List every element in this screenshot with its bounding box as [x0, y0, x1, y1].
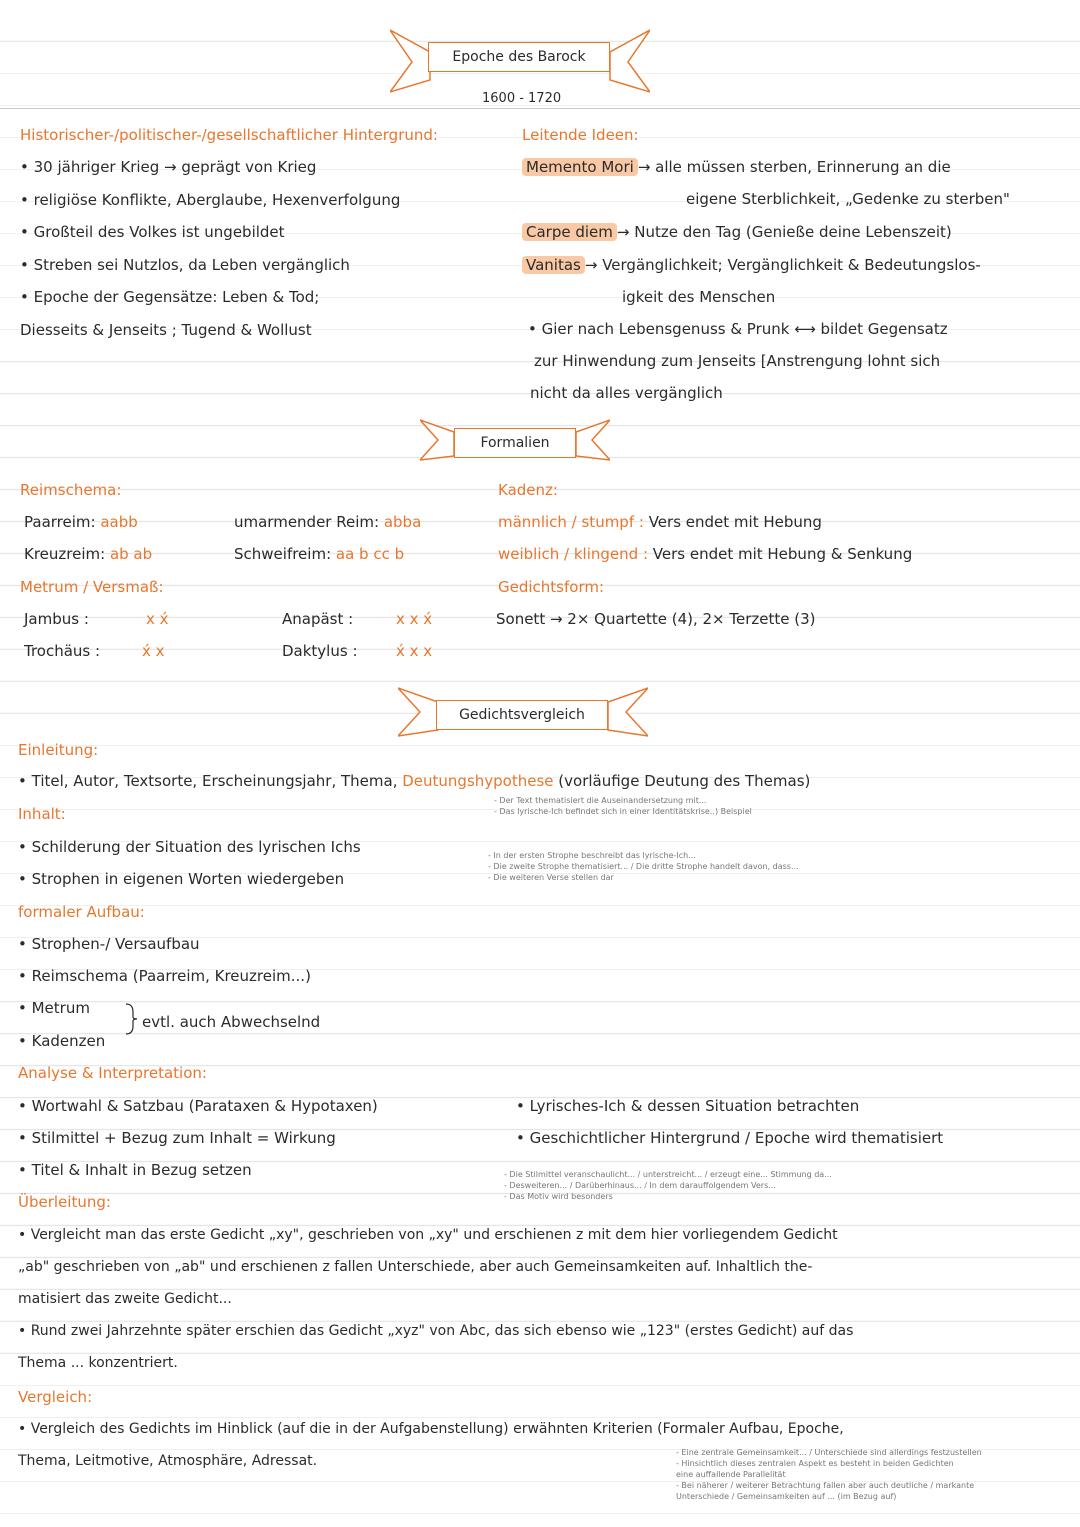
title-banner: [390, 22, 650, 96]
gier-text: • Gier nach Lebensgenuss & Prunk ⟷ bildet Gegensatz: [528, 320, 948, 338]
daktylus: Daktylus :: [282, 642, 358, 660]
vanitas-text: → Vergänglichkeit; Vergänglichkeit & Bedeutungslos-: [584, 256, 981, 274]
ueberleitung-text: „ab" geschrieben von „ab" und erschienen z fallen Unterschiede, aber auch Gemeinsamkeiten auf. Inhaltlich the-: [18, 1259, 813, 1275]
vanitas-label: Vanitas: [522, 256, 585, 274]
memento-text-2: eigene Sterblichkeit, „Gedenke zu sterben": [686, 190, 1010, 208]
analyse-item: • Titel & Inhalt in Bezug setzen: [18, 1161, 252, 1179]
jambus: Jambus :: [24, 610, 89, 628]
vergleich-title: Gedichtsvergleich: [436, 700, 608, 730]
note: eine auffallende Parallelität: [676, 1470, 786, 1479]
formalien-title: Formalien: [454, 428, 576, 458]
kadenz-maennlich: männlich / stumpf : Vers endet mit Hebung: [498, 513, 822, 531]
einleitung-heading: Einleitung:: [18, 741, 99, 759]
inhalt-item: • Schilderung der Situation des lyrischen Ichs: [18, 838, 361, 856]
aufbau-heading: formaler Aufbau:: [18, 903, 145, 921]
historie-item: • Großteil des Volkes ist ungebildet: [20, 223, 285, 241]
analyse-item: • Stilmittel + Bezug zum Inhalt = Wirkung: [18, 1129, 336, 1147]
note: - Die Stilmittel veranschaulicht... / unterstreicht... / erzeugt eine... Stimmung da...: [504, 1170, 832, 1179]
aufbau-item: • Strophen-/ Versaufbau: [18, 935, 200, 953]
reimschema-heading: Reimschema:: [20, 481, 122, 499]
kreuzreim: Kreuzreim: ab ab: [24, 545, 153, 563]
historie-item: Diesseits & Jenseits ; Tugend & Wollust: [20, 321, 312, 339]
vanitas-text-2: igkeit des Menschen: [622, 288, 776, 306]
anapaest: Anapäst :: [282, 610, 354, 628]
kadenz-heading: Kadenz:: [498, 481, 558, 499]
ideen-heading: Leitende Ideen:: [522, 126, 639, 144]
analyse-item: • Wortwahl & Satzbau (Parataxen & Hypotaxen): [18, 1097, 378, 1115]
vanitas-row: [522, 256, 981, 274]
vergleich-text: • Vergleich des Gedichts im Hinblick (auf die in der Aufgabenstellung) erwähnten Kriterien (Formaler Aufbau, Epoche,: [18, 1421, 844, 1437]
note: - Das Motiv wird besonders: [504, 1192, 613, 1201]
gier-text: nicht da alles vergänglich: [530, 384, 723, 402]
trochaeus: Trochäus :: [24, 642, 101, 660]
inhalt-item: • Strophen in eigenen Worten wiedergeben: [18, 870, 345, 888]
historie-item: • Streben sei Nutzlos, da Leben vergänglich: [20, 256, 350, 274]
ueberleitung-text: Thema ... konzentriert.: [18, 1355, 178, 1371]
carpe-text: → Nutze den Tag (Genieße deine Lebenszeit): [616, 223, 952, 241]
vergleich-banner: [398, 684, 648, 740]
note: - Die zweite Strophe thematisiert... / Die dritte Strophe handelt davon, dass...: [488, 862, 799, 871]
analyse-heading: Analyse & Interpretation:: [18, 1064, 207, 1082]
note: - In der ersten Strophe beschreibt das lyrische-Ich...: [488, 851, 696, 860]
ueberleitung-text: • Rund zwei Jahrzehnte später erschien das Gedicht „xyz" von Abc, das sich ebenso wie „123" (erstes Gedicht) auf das: [18, 1323, 854, 1339]
note: - Das lyrische-Ich befindet sich in einer Identitätskrise..) Beispiel: [494, 807, 752, 816]
inhalt-heading: Inhalt:: [18, 805, 66, 823]
historie-heading: Historischer-/politischer-/gesellschaftlicher Hintergrund:: [20, 126, 438, 144]
note: - Desweiteren... / Darüberhinaus... / In dem darauffolgendem Vers...: [504, 1181, 776, 1190]
note: - Der Text thematisiert die Auseinandersetzung mit...: [494, 796, 707, 805]
divider: [0, 108, 1080, 109]
trochaeus-value: x́ x: [142, 642, 165, 660]
schweifreim: Schweifreim: aa b cc b: [234, 545, 405, 563]
aufbau-item: • Kadenzen: [18, 1032, 106, 1050]
gier-text: zur Hinwendung zum Jenseits [Anstrengung lohnt sich: [534, 352, 941, 370]
daktylus-value: x́ x x: [396, 642, 433, 660]
historie-item: • 30 jähriger Krieg → geprägt von Krieg: [20, 158, 317, 176]
memento-label: Memento Mori: [522, 158, 638, 176]
vergleich-heading: Vergleich:: [18, 1388, 93, 1406]
umarmender-reim: umarmender Reim: abba: [234, 513, 422, 531]
memento-row: [522, 158, 951, 176]
aufbau-item: • Reimschema (Paarreim, Kreuzreim...): [18, 967, 311, 985]
paarreim: Paarreim: aabb: [24, 513, 138, 531]
historie-item: • religiöse Konflikte, Aberglaube, Hexenverfolgung: [20, 191, 401, 209]
sonett: Sonett → 2× Quartette (4), 2× Terzette (3): [496, 610, 816, 628]
ueberleitung-text: • Vergleicht man das erste Gedicht „xy", geschrieben von „xy" und erschienen z mit dem hier vorliegendem Gedicht: [18, 1227, 838, 1243]
aufbau-brace-note: evtl. auch Abwechselnd: [142, 1013, 321, 1031]
page-title: Epoche des Barock: [428, 42, 610, 72]
anapaest-value: x x x́: [396, 610, 433, 628]
analyse-item: • Geschichtlicher Hintergrund / Epoche wird thematisiert: [516, 1129, 944, 1147]
carpe-label: Carpe diem: [522, 223, 617, 241]
years: 1600 - 1720: [482, 91, 562, 106]
ueberleitung-text: matisiert das zweite Gedicht...: [18, 1291, 232, 1307]
memento-text: → alle müssen sterben, Erinnerung an die: [637, 158, 951, 176]
note: - Bei näherer / weiterer Betrachtung fallen aber auch deutliche / markante: [676, 1481, 975, 1490]
note: Unterschiede / Gemeinsamkeiten auf ... (im Bezug auf): [676, 1492, 897, 1501]
ueberleitung-heading: Überleitung:: [18, 1193, 111, 1211]
carpe-row: [522, 223, 952, 241]
historie-item: • Epoche der Gegensätze: Leben & Tod;: [20, 288, 320, 306]
gedichtsform-heading: Gedichtsform:: [498, 578, 605, 596]
vergleich-text: Thema, Leitmotive, Atmosphäre, Adressat.: [18, 1453, 318, 1469]
kadenz-weiblich: weiblich / klingend : Vers endet mit Hebung & Senkung: [498, 545, 913, 563]
aufbau-item: • Metrum: [18, 999, 90, 1017]
note: - Hinsichtlich dieses zentralen Aspekt es besteht in beiden Gedichten: [676, 1459, 954, 1468]
brace-icon: [124, 1002, 138, 1036]
jambus-value: x x́: [146, 610, 169, 628]
note: - Die weiteren Verse stellen dar: [488, 873, 614, 882]
einleitung-text: • Titel, Autor, Textsorte, Erscheinungsjahr, Thema, Deutungshypothese (vorläufige Deutung des Themas): [18, 772, 811, 790]
analyse-item: • Lyrisches-Ich & dessen Situation betrachten: [516, 1097, 860, 1115]
formalien-banner: [420, 416, 610, 464]
note: - Eine zentrale Gemeinsamkeit... / Unterschiede sind allerdings festzustellen: [676, 1448, 982, 1457]
metrum-heading: Metrum / Versmaß:: [20, 578, 164, 596]
